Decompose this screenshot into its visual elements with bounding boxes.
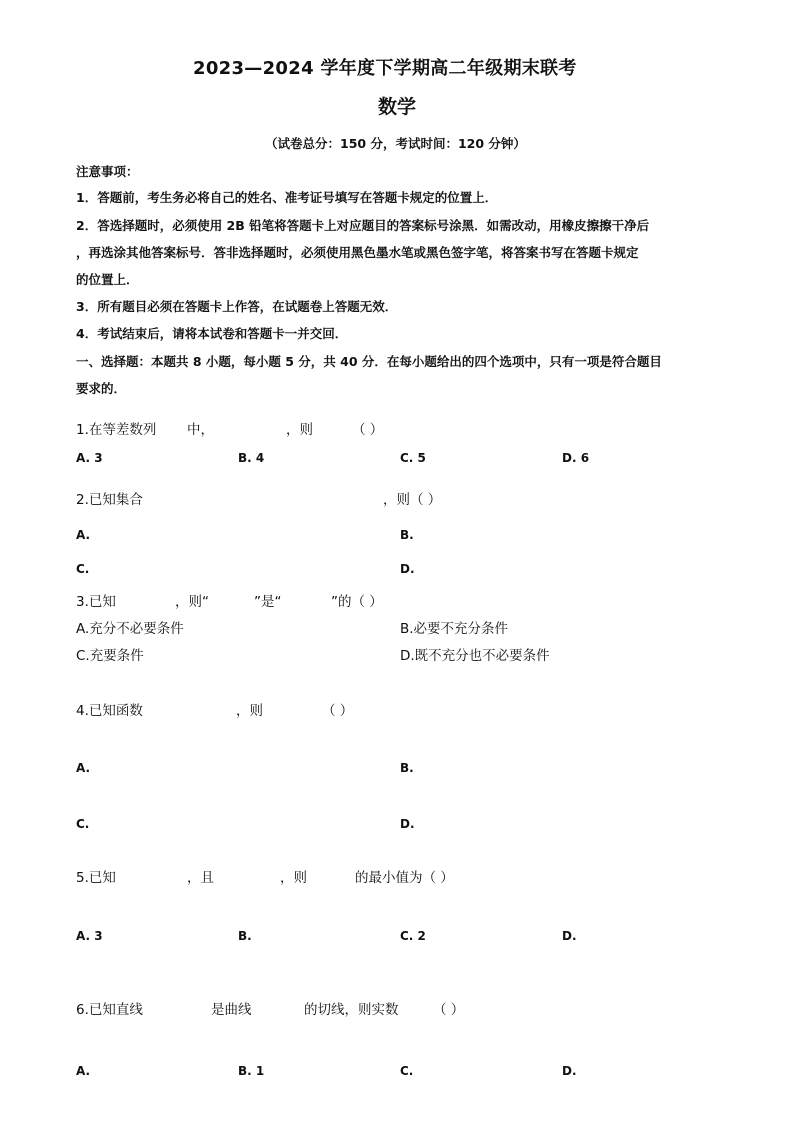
q5-text-2: ，且 [187,870,214,886]
q5-option-a: A. 3 [76,929,103,943]
q3-option-d: D.既不充分也不必要条件 [400,648,550,664]
q1-option-a: A. 3 [76,451,103,465]
q4-option-b: B. [400,761,414,775]
subject-title: 数学 [378,96,417,118]
q2-text-2: ，则（ ） [383,492,442,508]
section-heading-line-2: 要求的． [76,381,127,396]
q5-text-3: ，则 [280,870,307,886]
q3-option-c: C.充要条件 [76,648,144,664]
q6-text-3: 的切线，则实数 [304,1002,399,1018]
q6-text-1: 6.已知直线 [76,1002,143,1018]
notes-heading: 注意事项： [76,164,139,179]
q1-text-2: 中， [187,422,214,438]
exam-meta: （试卷总分：150 分，考试时间：120 分钟） [265,136,526,151]
q4-text-2: ，则 [236,703,263,719]
q5-text-4: 的最小值为（ ） [355,870,454,886]
note-line-3: 3．所有题目必须在答题卡上作答，在试题卷上答题无效． [76,299,398,314]
q3-answer-bracket: ”的（ ） [331,594,383,610]
q3-text-1: 3.已知 [76,594,116,610]
q6-text-2: 是曲线 [211,1002,252,1018]
q1-answer-bracket: （ ） [352,422,384,438]
q2-option-a: A. [76,528,91,542]
q6-option-c: C. [400,1064,414,1078]
q3-option-a: A.充分不必要条件 [76,621,184,637]
q4-answer-bracket: （ ） [322,703,354,719]
q4-option-c: C. [76,817,90,831]
q2-text-1: 2.已知集合 [76,492,143,508]
note-line-2a: 2．答选择题时，必须使用 2B 铅笔将答题卡上对应题目的答案标号涂黑．如需改动，用橡皮擦擦干净后 [76,218,650,233]
q5-option-b: B. [238,929,252,943]
q6-option-d: D. [562,1064,577,1078]
q6-answer-bracket: （ ） [433,1002,465,1018]
q5-text-1: 5.已知 [76,870,116,886]
note-line-2b: ，再选涂其他答案标号．答非选择题时，必须使用黑色墨水笔或黑色签字笔，将答案书写在答题卡规定 [76,245,639,260]
note-line-2c: 的位置上． [76,272,139,287]
q1-option-c: C. 5 [400,451,426,465]
q1-option-b: B. 4 [238,451,265,465]
q2-option-c: C. [76,562,90,576]
q1-text-3: ，则 [286,422,313,438]
q1-text-1: 1.在等差数列 [76,422,157,438]
q3-text-3: ”是“ [254,594,282,610]
q2-option-d: D. [400,562,415,576]
q3-option-b: B.必要不充分条件 [400,621,509,637]
note-line-4: 4．考试结束后，请将本试卷和答题卡一并交回． [76,326,348,341]
q6-option-a: A. [76,1064,91,1078]
note-line-1: 1．答题前，考生务必将自己的姓名、准考证号填写在答题卡规定的位置上． [76,190,498,205]
exam-title: 2023—2024 学年度下学期高二年级期末联考 [193,58,577,79]
q5-option-d: D. [562,929,577,943]
q4-option-a: A. [76,761,91,775]
q3-text-2: ，则“ [175,594,209,610]
q6-option-b: B. 1 [238,1064,265,1078]
section-heading-line-1: 一、选择题：本题共 8 小题，每小题 5 分，共 40 分．在每小题给出的四个选项中，只有一项是符合题目 [76,354,662,369]
q5-option-c: C. 2 [400,929,426,943]
q1-option-d: D. 6 [562,451,590,465]
q4-text-1: 4.已知函数 [76,703,143,719]
q4-option-d: D. [400,817,415,831]
q2-option-b: B. [400,528,414,542]
